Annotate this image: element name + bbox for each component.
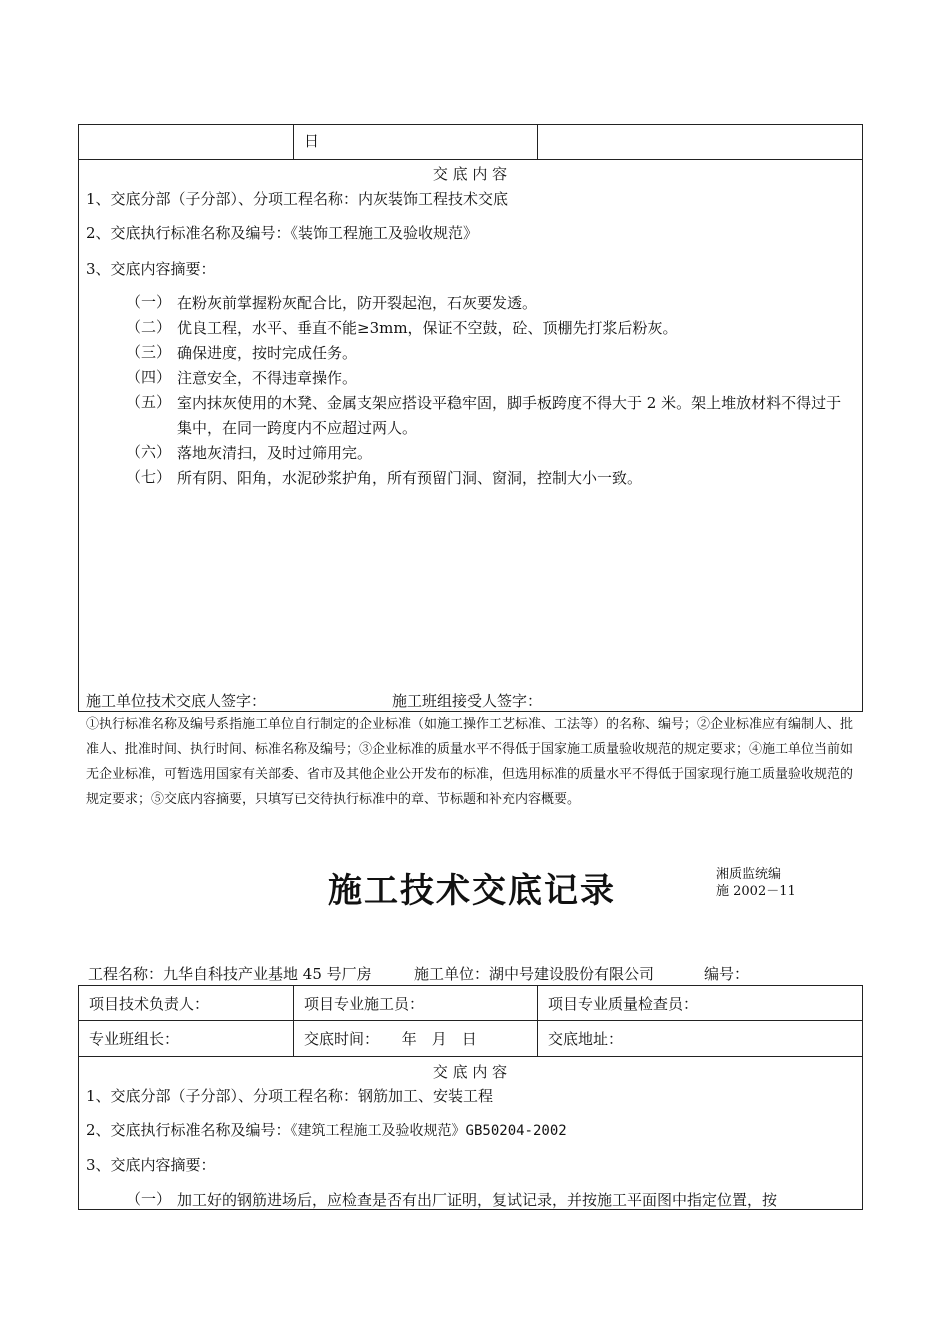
section2-line2-standard: 《建筑工程施工及验收规范》GB50204-2002 — [290, 1123, 567, 1139]
item-number: （七） — [126, 468, 172, 486]
section2-line1: 1、交底分部（子分部）、分项工程名称：钢筋加工、安装工程 — [86, 1087, 494, 1105]
list-item — [126, 316, 856, 341]
header-cell-day: 日 — [294, 125, 538, 160]
quality-inspector-cell: 项目专业质量检查员： — [538, 986, 863, 1021]
section1-content-heading: 交 底 内 容 — [432, 165, 508, 183]
item-number: （一） — [126, 293, 172, 311]
header-cell-blank — [538, 125, 863, 160]
section1-line2-prefix: 2、交底执行标准名称及编号： — [86, 224, 291, 242]
page-title: 施工技术交底记录 — [328, 871, 616, 911]
item-text: 落地灰清扫，及时过筛用完。 — [177, 444, 373, 462]
item-text: 所有阴、阳角，水泥砂浆护角，所有预留门洞、窗洞，控制大小一致。 — [177, 469, 643, 487]
form-code-line1: 湘质监统编 — [716, 867, 782, 882]
section2-content-heading: 交 底 内 容 — [432, 1063, 508, 1081]
item-number: （二） — [126, 318, 172, 336]
section1-line2-standard: 《装饰工程施工及验收规范》 — [290, 224, 479, 242]
handover-location-cell: 交底地址： — [538, 1021, 863, 1057]
list-item — [126, 1188, 856, 1208]
item-number: （六） — [126, 443, 172, 461]
section1-line1: 1、交底分部（子分部）、分项工程名称：内灰装饰工程技术交底 — [86, 190, 509, 208]
form-code-line2: 施 2002－11 — [716, 884, 796, 899]
section2-line3: 3、交底内容摘要： — [86, 1156, 216, 1174]
serial-number: 编号： — [704, 965, 750, 983]
item-number: （四） — [126, 368, 172, 386]
list-item — [126, 466, 856, 491]
section1-sign-right: 施工班组接受人签字： — [392, 692, 543, 710]
construction-staff-cell: 项目专业施工员： — [294, 986, 538, 1021]
list-item — [126, 341, 856, 366]
list-item — [126, 291, 856, 316]
header-cell-empty — [79, 125, 294, 160]
form-code — [716, 866, 796, 900]
list-item — [126, 441, 856, 466]
project-name: 工程名称：九华自科技产业基地 45 号厂房 — [88, 965, 372, 983]
list-item — [126, 391, 856, 441]
item-text: 确保进度，按时完成任务。 — [177, 344, 358, 362]
item-text: 注意安全，不得违章操作。 — [177, 369, 358, 387]
item-text: 在粉灰前掌握粉灰配合比，防开裂起泡，石灰要发透。 — [177, 294, 538, 312]
item-text: 优良工程，水平、垂直不能≥3mm，保证不空鼓，砼、顶棚先打浆后粉灰。 — [177, 319, 678, 337]
item-number: （三） — [126, 343, 172, 361]
section2-info-table — [78, 985, 863, 1057]
contractor: 施工单位：湖中号建设股份有限公司 — [414, 965, 655, 983]
footnote: ①执行标准名称及编号系指施工单位自行制定的企业标准（如施工操作工艺标准、工法等）的名称、编号；②企业标准应有编制人、批准人、批准时间、执行时间、标准名称及编号；③企业标准的质量水平不得低于国家施工质量验收规范的规定要求；④施工单位当前如无企业标准，可暂选用国家有关部委、省市及其他企业公开发布的标准，但选用标准的质量水平不得低于国家现行施工质量验收规范的规定要求；⑤交底内容摘要，只填写已交待执行标准中的章、节标题和补充内容概要。 — [86, 717, 854, 807]
section2-line2 — [86, 1119, 567, 1140]
section1-line2 — [86, 222, 478, 243]
handover-date-units: 年 月 日 — [401, 1030, 477, 1048]
section2-line2-prefix: 2、交底执行标准名称及编号： — [86, 1121, 291, 1139]
tech-lead-cell: 项目技术负责人： — [79, 986, 294, 1021]
item-text: 室内抹灰使用的木凳、金属支架应搭设平稳牢固，脚手板跨度不得大于 2 米。架上堆放材料不得过于集中，在同一跨度内不应超过两人。 — [177, 394, 842, 437]
list-item — [126, 366, 856, 391]
item-number: （一） — [126, 1190, 172, 1208]
section1-header-table — [78, 124, 863, 160]
section1-line3: 3、交底内容摘要： — [86, 260, 216, 278]
section1-sign-left: 施工单位技术交底人签字： — [86, 692, 267, 710]
item-number: （五） — [126, 393, 172, 411]
team-leader-cell: 专业班组长： — [79, 1021, 294, 1057]
handover-time-cell — [294, 1021, 538, 1057]
handover-time-label: 交底时间： — [304, 1030, 380, 1048]
item-text: 加工好的钢筋进场后，应检查是否有出厂证明，复试记录，并按施工平面图中指定位置，按 — [177, 1191, 778, 1209]
